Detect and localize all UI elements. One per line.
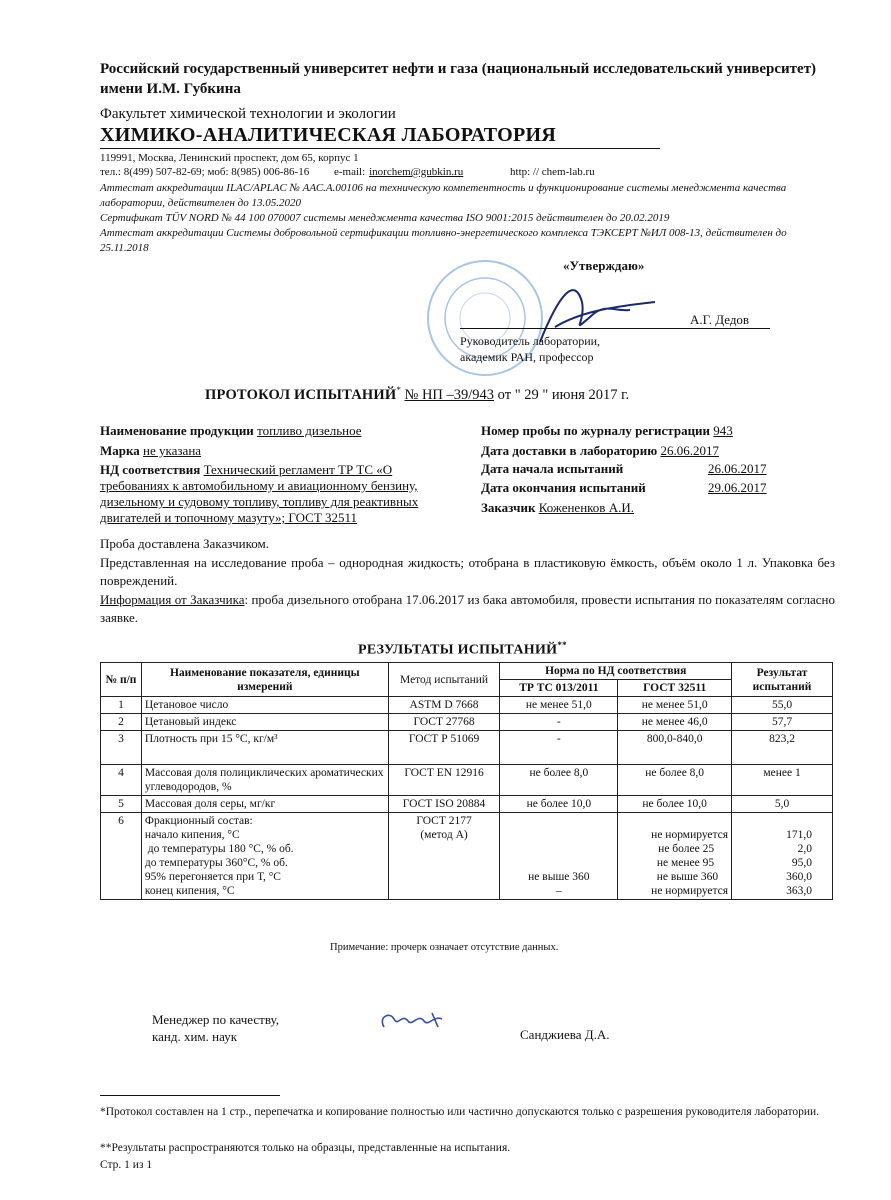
lab-name-underline xyxy=(100,148,660,149)
delivery-date-field xyxy=(481,443,719,459)
row-method: ГОСТ EN 12916 xyxy=(388,765,500,796)
product-label: Наименование продукции xyxy=(100,423,254,438)
start-date-label: Дата начала испытаний xyxy=(481,461,624,476)
row-result: 823,2 xyxy=(732,731,833,765)
delivery-date-value: 26.06.2017 xyxy=(660,443,719,458)
row-trts xyxy=(500,813,618,900)
header-method: Метод испытаний xyxy=(388,663,500,697)
row-trts: не более 10,0 xyxy=(500,796,618,813)
row-name: Цетановое число xyxy=(141,697,388,714)
row6-name-line: 95% перегоняется при Т, °С xyxy=(144,871,281,883)
nd-value-line4: двигателей и топочному мазуту»; ГОСТ 32511 xyxy=(100,510,358,525)
row-gost: не менее 46,0 xyxy=(618,714,732,731)
row-name: Массовая доля полициклических ароматических углеводородов, % xyxy=(141,765,388,796)
nd-label: НД соответствия xyxy=(100,462,201,477)
phone-text: тел.: 8(499) 507-82-69; моб: 8(985) 006-86-16 xyxy=(100,166,310,178)
start-date-field xyxy=(481,461,623,477)
sample-number-field xyxy=(481,423,733,439)
end-date-field xyxy=(481,480,646,496)
row6-name-line: конец кипения, °С xyxy=(144,885,235,897)
row6-result-line: 2,0 xyxy=(797,843,812,855)
row6-gost-line: не более 25 xyxy=(658,843,715,855)
table-row xyxy=(101,697,833,714)
row-num: 4 xyxy=(101,765,142,796)
delivery-note: Проба доставлена Заказчиком. xyxy=(100,536,269,551)
results-table xyxy=(100,662,833,900)
row-gost: не более 8,0 xyxy=(618,765,732,796)
manager-role-line1: Менеджер по качеству, xyxy=(152,1012,279,1027)
brand-label: Марка xyxy=(100,443,140,458)
delivery-date-label: Дата доставки в лабораторию xyxy=(481,443,658,458)
end-date-value: 29.06.2017 xyxy=(708,480,767,495)
row-gost: не более 10,0 xyxy=(618,796,732,813)
row6-gost-line: не менее 95 xyxy=(656,857,715,869)
row-name: Массовая доля серы, мг/кг xyxy=(141,796,388,813)
table-note: Примечание: прочерк означает отсутствие данных. xyxy=(330,942,559,953)
row-name: Плотность при 15 °С, кг/м³ xyxy=(141,731,388,765)
end-date-label: Дата окончания испытаний xyxy=(481,480,646,495)
approver-role-line1: Руководитель лаборатории, xyxy=(460,334,601,348)
row-num: 6 xyxy=(101,813,142,900)
row6-result-line: 95,0 xyxy=(791,857,812,869)
row-trts: - xyxy=(500,714,618,731)
row-gost: не менее 51,0 xyxy=(618,697,732,714)
approver-name: А.Г. Дедов xyxy=(690,312,750,327)
header-trts: ТР ТС 013/2011 xyxy=(500,680,618,697)
start-date-value: 26.06.2017 xyxy=(708,461,767,476)
row-result xyxy=(732,813,833,900)
table-row-fractional xyxy=(101,813,833,900)
table-row xyxy=(101,765,833,796)
protocol-date: от " 29 " июня 2017 г. xyxy=(497,386,630,403)
customer-value: Кожененков А.И. xyxy=(538,500,634,515)
lab-name: ХИМИКО-АНАЛИТИЧЕСКАЯ ЛАБОРАТОРИЯ xyxy=(100,124,557,146)
row6-name-line: до температуры 360°С, % об. xyxy=(144,857,288,869)
manager-role-line2: канд. хим. наук xyxy=(152,1029,238,1044)
table-header-row xyxy=(101,663,833,680)
accreditation-3: Аттестат аккредитации Системы добровольной сертификации топливно-энергетического комплекса ТЭКСЕРТ №ИЛ 008-13, действителен до 25.11.2018 xyxy=(100,227,787,254)
footnote-1: *Протокол составлен на 1 стр., перепечатка и копирование полностью или частично допускаются только с разрешения руководителя лаборатории. xyxy=(100,1106,820,1118)
header-name: Наименование показателя, единицы измерений xyxy=(141,663,388,697)
row6-trts-line: не выше 360 xyxy=(528,871,590,883)
approver-role xyxy=(460,333,600,365)
faculty-name: Факультет химической технологии и экологии xyxy=(100,106,396,122)
row-result: менее 1 xyxy=(732,765,833,796)
header-num: № п/п xyxy=(101,663,142,697)
row6-name-line: Фракционный состав: xyxy=(144,815,253,827)
email-link[interactable]: inorchem@gubkin.ru xyxy=(369,166,464,178)
row-method: ГОСТ ISO 20884 xyxy=(388,796,500,813)
email-label: e-mail: xyxy=(333,166,366,178)
lab-address: 119991, Москва, Ленинский проспект, дом 65, корпус 1 xyxy=(100,152,359,164)
row-name: Цетановый индекс xyxy=(141,714,388,731)
customer-info-label: Информация от Заказчика xyxy=(100,592,245,607)
page-number: Стр. 1 из 1 xyxy=(100,1159,153,1171)
approval-label: «Утверждаю» xyxy=(563,258,645,273)
row-trts: - xyxy=(500,731,618,765)
approver-role-line2: академик РАН, профессор xyxy=(460,350,594,364)
results-title xyxy=(358,640,567,659)
results-title-text: РЕЗУЛЬТАТЫ ИСПЫТАНИЙ xyxy=(358,642,558,658)
header-result: Результат испытаний xyxy=(732,663,833,697)
row-method: ГОСТ Р 51069 xyxy=(388,731,500,765)
row-method xyxy=(388,813,500,900)
sample-description: Представленная на исследование проба – однородная жидкость; отобрана в пластиковую ёмкость, объём около 1 л. Упаковка без повреждений. xyxy=(100,555,835,588)
row6-gost-line: не нормируется xyxy=(651,885,729,897)
lab-contacts xyxy=(100,166,617,178)
header-gost: ГОСТ 32511 xyxy=(618,680,732,697)
sample-number-label: Номер пробы по журналу регистрации xyxy=(481,423,711,438)
row-result: 5,0 xyxy=(732,796,833,813)
row-num: 2 xyxy=(101,714,142,731)
table-row xyxy=(101,796,833,813)
row-trts: не менее 51,0 xyxy=(500,697,618,714)
row6-result-line: 171,0 xyxy=(786,829,812,841)
footnote-2: **Результаты распространяются только на образцы, представленные на испытания. xyxy=(100,1142,511,1154)
brand-field xyxy=(100,443,201,459)
row-result: 57,7 xyxy=(732,714,833,731)
accreditation-2: Сертификат TÜV NORD № 44 100 070007 системы менеджмента качества ISO 9001:2015 действителен до 20.02.2019 xyxy=(100,212,670,224)
row6-method-line: ГОСТ 2177 xyxy=(416,815,472,827)
row-method: ГОСТ 27768 xyxy=(388,714,500,731)
sample-number-value: 943 xyxy=(713,423,733,438)
site-link[interactable]: http: // chem-lab.ru xyxy=(510,166,595,178)
nd-field xyxy=(100,462,470,526)
row6-method-line: (метод А) xyxy=(420,829,468,841)
row-gost: 800,0-840,0 xyxy=(618,731,732,765)
protocol-footnote-mark: * xyxy=(396,385,401,395)
manager-role xyxy=(152,1011,279,1045)
accreditation-1: Аттестат аккредитации ILAC/APLAC № ААС.А.00106 на техническую компетентность и функционирование системы менеджмента качества лаборатории, действителен до 13.05.2020 xyxy=(100,182,787,209)
row-trts: не более 8,0 xyxy=(500,765,618,796)
row6-gost-line: не нормируется xyxy=(651,829,729,841)
row-num: 5 xyxy=(101,796,142,813)
customer-label: Заказчик xyxy=(481,500,536,515)
approval-signature-line xyxy=(460,328,770,329)
product-value: топливо дизельное xyxy=(257,423,362,438)
protocol-number: № НП –39/943 xyxy=(404,386,495,403)
results-footnote-mark: ** xyxy=(557,640,567,650)
nd-value-line3: дизельному и судовому топливу, топливу для реактивных xyxy=(100,494,419,509)
brand-value: не указана xyxy=(143,443,202,458)
row6-result-line: 360,0 xyxy=(786,871,812,883)
row-name xyxy=(141,813,388,900)
customer-info-text: : проба дизельного отобрана 17.06.2017 из бака автомобиля, провести испытания по показателям согласно заявке. xyxy=(100,592,835,625)
row-num: 3 xyxy=(101,731,142,765)
row-num: 1 xyxy=(101,697,142,714)
nd-value-line1: Технический регламент ТР ТС «О xyxy=(203,462,393,477)
row6-trts-line: – xyxy=(555,885,562,897)
signature-manager-icon xyxy=(372,1003,462,1039)
row-method: ASTM D 7668 xyxy=(388,697,500,714)
customer-field xyxy=(481,500,634,516)
customer-info xyxy=(100,591,835,626)
table-row xyxy=(101,731,833,765)
row6-name-line: начало кипения, °С xyxy=(144,829,240,841)
product-field xyxy=(100,423,475,439)
manager-name: Санджиева Д.А. xyxy=(520,1027,610,1042)
protocol-title-line xyxy=(205,385,629,404)
row-result: 55,0 xyxy=(732,697,833,714)
row-gost xyxy=(618,813,732,900)
organization-name: Российский государственный университет нефти и газа (национальный исследовательский университет) имени И.М. Губкина xyxy=(100,61,817,97)
row6-gost-line: не выше 360 xyxy=(656,871,719,883)
row6-name-line: до температуры 180 °С, % об. xyxy=(144,843,294,855)
row6-result-line: 363,0 xyxy=(786,885,812,897)
protocol-title: ПРОТОКОЛ ИСПЫТАНИЙ xyxy=(205,386,397,403)
table-row xyxy=(101,714,833,731)
footnote-divider xyxy=(100,1095,280,1096)
nd-value-line2: требованиях к автомобильному и авиационному бензину, xyxy=(100,478,418,493)
header-norm: Норма по НД соответствия xyxy=(500,663,732,680)
